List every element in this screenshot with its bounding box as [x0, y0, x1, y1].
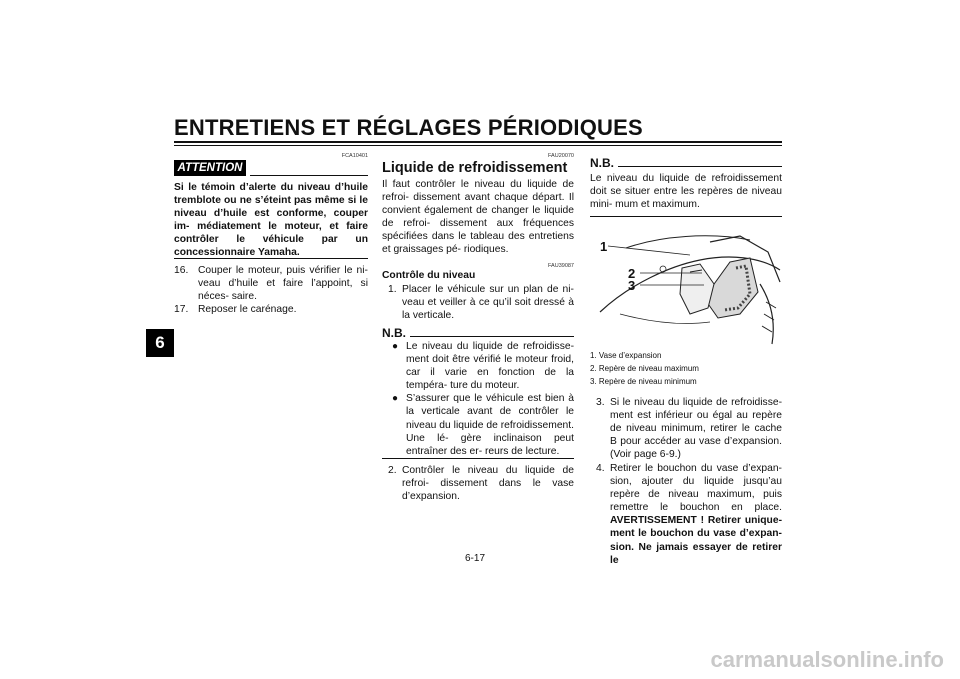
figure-captions	[590, 350, 782, 388]
bullet-text: S’assurer que le véhicule est bien à la verticale avant de contrôler le niveau du liquide de refroidissement. Une lé- gère inclinaison peut entraîner des er- reurs de lecture.	[406, 393, 574, 457]
bullet-icon: ●	[392, 393, 399, 405]
step-16	[174, 264, 368, 303]
chapter-tab: 6	[146, 329, 174, 357]
figure-label-1: 1	[600, 239, 608, 254]
step-number: 4.	[596, 463, 605, 474]
step-number: 17.	[174, 304, 189, 316]
header-rule-thin	[174, 145, 782, 146]
step-2	[388, 464, 574, 503]
nb-label: N.B.	[382, 326, 406, 340]
page-title: ENTRETIENS ET RÉGLAGES PÉRIODIQUES	[174, 115, 643, 140]
step-number: 16.	[174, 265, 189, 276]
step-text	[610, 462, 782, 567]
bullet-item	[392, 340, 574, 392]
attention-rule	[250, 175, 368, 176]
step-1	[388, 283, 574, 322]
nb-end-rule	[382, 458, 574, 459]
step-text: Si le niveau du liquide de refroidisse- ment est inférieur ou égal au repère de niveau minimum, retirer le cache B pour accéder au vase d’expansion. (Voir page 6-9.)	[610, 397, 782, 461]
attention-text: Si le témoin d’alerte du niveau d’huile tremblote ou ne s’éteint pas même si le niveau d’huile est conforme, couper im- médiatement le moteur, et faire contrôler le véhicule par un concessionnaire Yamaha.	[174, 182, 368, 259]
header-rule	[174, 141, 782, 143]
caption-item: 3. Repère de niveau minimum	[590, 376, 697, 386]
page-number: 6-17	[465, 553, 486, 564]
reference-code: FAU20070	[548, 153, 574, 159]
bullet-text: Le niveau du liquide de refroidisse- ment doit être vérifié le moteur froid, car il varie en fonction de la tempéra- ture du moteur.	[406, 341, 574, 392]
nb-bullet-list	[392, 340, 574, 458]
bullet-icon: ●	[392, 341, 399, 352]
step-text: Placer le véhicule sur un plan de ni- veau et veiller à ce qu’il soit dressé à la verticale.	[402, 284, 574, 322]
bullet-item	[392, 392, 574, 457]
step-list	[174, 264, 368, 316]
reference-code: FCA10401	[341, 153, 368, 159]
step-number: 2.	[388, 465, 397, 476]
step-17	[174, 303, 368, 316]
step-text: Reposer le carénage.	[198, 304, 297, 316]
subsection-heading: Contrôle du niveau	[382, 270, 476, 281]
step-text: Contrôler le niveau du liquide de refroi- dissement dans le vase d’expansion.	[402, 465, 574, 503]
reference-code: FAU39087	[548, 263, 574, 269]
nb-end-rule	[590, 216, 782, 217]
step-4	[596, 462, 782, 567]
figure-label-3: 3	[628, 278, 636, 293]
attention-badge: ATTENTION	[174, 160, 246, 176]
step-3	[596, 396, 782, 461]
step-text: Couper le moteur, puis vérifier le ni- veau d’huile et faire l’appoint, si néces- saire.	[198, 265, 368, 303]
watermark: carmanualsonline.info	[710, 647, 944, 672]
nb-text: Le niveau du liquide de refroidissement doit se situer entre les repères de niveau mini- mum et maximum.	[590, 173, 782, 211]
nb-rule	[410, 336, 574, 337]
step-text-main: Retirer le bouchon du vase d’expan- sion, ajouter du liquide jusqu’au repère de niveau maximum, puis remettre le bouchon en place.	[610, 463, 782, 514]
intro-paragraph: Il faut contrôler le niveau du liquide de refroi- dissement avant chaque départ. Il convient également de changer le liquide de refroi- dissement aux fréquences spécifiées dans le tableau des entretiens et graissages pé- riodiques.	[382, 179, 574, 256]
coolant-reservoir-figure	[590, 222, 782, 348]
caption-item: 1. Vase d’expansion	[590, 351, 662, 360]
nb-rule	[618, 166, 782, 167]
caption-item: 2. Repère de niveau maximum	[590, 363, 699, 373]
nb-label: N.B.	[590, 156, 614, 170]
section-heading: Liquide de refroidissement	[382, 160, 568, 176]
warning-text: AVERTISSEMENT ! Retirer unique- ment le bouchon du vase d’expan- sion. Ne jamais essayer de retirer le	[610, 515, 782, 566]
step-number: 3.	[596, 397, 605, 408]
figure-label-2: 2	[628, 266, 636, 281]
attention-end-rule	[174, 258, 368, 259]
step-number: 1.	[388, 284, 397, 295]
